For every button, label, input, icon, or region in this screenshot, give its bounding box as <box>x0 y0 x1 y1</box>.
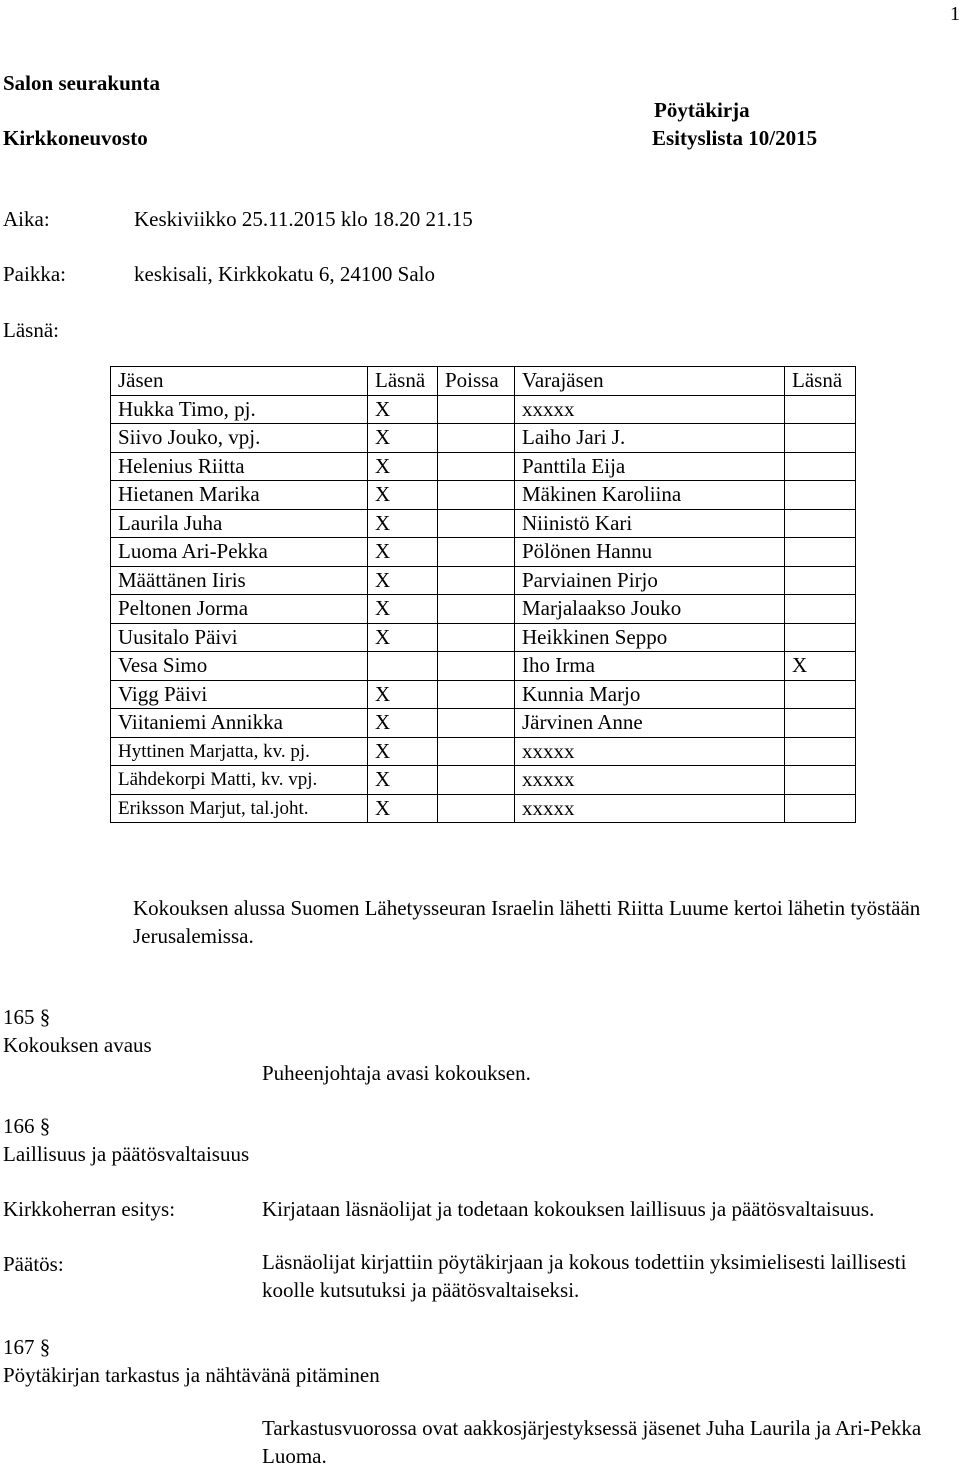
member-name: Uusitalo Päivi <box>111 623 368 652</box>
substitute-present <box>785 452 856 481</box>
substitute-name: Heikkinen Seppo <box>515 623 785 652</box>
member-present: X <box>368 623 438 652</box>
member-name: Viitaniemi Annikka <box>111 709 368 738</box>
substitute-present <box>785 766 856 795</box>
header-sub-present: Läsnä <box>785 367 856 396</box>
member-absent <box>438 481 515 510</box>
substitute-present: X <box>785 652 856 681</box>
substitute-present <box>785 566 856 595</box>
attendance-row <box>111 424 856 453</box>
member-absent <box>438 595 515 624</box>
document-type: Pöytäkirja <box>654 98 750 122</box>
section-165-title: Kokouksen avaus <box>3 1033 152 1057</box>
member-present: X <box>368 538 438 567</box>
time-label: Aika: <box>3 207 50 231</box>
member-name: Lähdekorpi Matti, kv. vpj. <box>111 766 368 795</box>
section-166-decision-text: Läsnäolijat kirjattiin pöytäkirjaan ja kokous todettiin yksimielisesti laillisesti koolle kutsutuksi ja päätösvaltaiseksi. <box>262 1250 907 1302</box>
member-absent <box>438 709 515 738</box>
member-present: X <box>368 737 438 766</box>
substitute-name: Iho Irma <box>515 652 785 681</box>
attendance-row <box>111 794 856 823</box>
page-number: 1 <box>950 3 960 25</box>
header-member: Jäsen <box>111 367 368 396</box>
member-name: Laurila Juha <box>111 509 368 538</box>
substitute-present <box>785 737 856 766</box>
present-label: Läsnä: <box>3 318 59 342</box>
section-166-decision-label: Päätös: <box>3 1252 64 1276</box>
section-165-text: Puheenjohtaja avasi kokouksen. <box>262 1061 531 1085</box>
member-present: X <box>368 481 438 510</box>
substitute-name: Mäkinen Karoliina <box>515 481 785 510</box>
member-absent <box>438 737 515 766</box>
substitute-name: Pölönen Hannu <box>515 538 785 567</box>
header-substitute: Varajäsen <box>515 367 785 396</box>
section-165-number: 165 § <box>3 1005 51 1029</box>
section-167-number: 167 § <box>3 1335 51 1359</box>
section-167-title: Pöytäkirjan tarkastus ja nähtävänä pitäminen <box>3 1363 380 1387</box>
member-name: Helenius Riitta <box>111 452 368 481</box>
attendance-row <box>111 623 856 652</box>
member-absent <box>438 680 515 709</box>
member-present <box>368 652 438 681</box>
substitute-name: xxxxx <box>515 737 785 766</box>
time-value: Keskiviikko 25.11.2015 klo 18.20 21.15 <box>134 207 473 231</box>
substitute-present <box>785 424 856 453</box>
substitute-name: Järvinen Anne <box>515 709 785 738</box>
substitute-name: Laiho Jari J. <box>515 424 785 453</box>
header-absent: Poissa <box>438 367 515 396</box>
substitute-present <box>785 709 856 738</box>
substitute-name: Marjalaakso Jouko <box>515 595 785 624</box>
substitute-present <box>785 595 856 624</box>
member-name: Peltonen Jorma <box>111 595 368 624</box>
member-name: Luoma Ari-Pekka <box>111 538 368 567</box>
member-present: X <box>368 680 438 709</box>
attendance-row <box>111 595 856 624</box>
member-name: Määttänen Iiris <box>111 566 368 595</box>
substitute-present <box>785 395 856 424</box>
substitute-present <box>785 509 856 538</box>
member-name: Eriksson Marjut, tal.joht. <box>111 794 368 823</box>
substitute-name: Niinistö Kari <box>515 509 785 538</box>
body-name: Kirkkoneuvosto <box>3 126 148 150</box>
substitute-name: Parviainen Pirjo <box>515 566 785 595</box>
member-present: X <box>368 595 438 624</box>
member-present: X <box>368 794 438 823</box>
substitute-present <box>785 680 856 709</box>
member-name: Siivo Jouko, vpj. <box>111 424 368 453</box>
member-absent <box>438 395 515 424</box>
member-absent <box>438 424 515 453</box>
member-present: X <box>368 452 438 481</box>
member-present: X <box>368 395 438 424</box>
header-present: Läsnä <box>368 367 438 396</box>
section-166-number: 166 § <box>3 1114 51 1138</box>
member-absent <box>438 766 515 795</box>
member-absent <box>438 794 515 823</box>
section-166-proposal-label: Kirkkoherran esitys: <box>3 1197 176 1221</box>
substitute-name: xxxxx <box>515 395 785 424</box>
member-absent <box>438 452 515 481</box>
attendance-row <box>111 566 856 595</box>
member-absent <box>438 538 515 567</box>
substitute-present <box>785 794 856 823</box>
organization-name: Salon seurakunta <box>3 71 160 95</box>
substitute-present <box>785 623 856 652</box>
member-present: X <box>368 424 438 453</box>
substitute-present <box>785 538 856 567</box>
attendance-row <box>111 481 856 510</box>
member-name: Hietanen Marika <box>111 481 368 510</box>
member-present: X <box>368 766 438 795</box>
attendance-row <box>111 709 856 738</box>
substitute-name: Kunnia Marjo <box>515 680 785 709</box>
attendance-row <box>111 395 856 424</box>
section-166-title: Laillisuus ja päätösvaltaisuus <box>3 1142 250 1166</box>
attendance-row <box>111 766 856 795</box>
member-name: Hyttinen Marjatta, kv. pj. <box>111 737 368 766</box>
member-absent <box>438 566 515 595</box>
member-name: Vesa Simo <box>111 652 368 681</box>
member-name: Hukka Timo, pj. <box>111 395 368 424</box>
substitute-name: xxxxx <box>515 794 785 823</box>
member-absent <box>438 652 515 681</box>
attendance-row <box>111 509 856 538</box>
attendance-header-row <box>111 367 856 396</box>
member-present: X <box>368 709 438 738</box>
member-present: X <box>368 566 438 595</box>
member-absent <box>438 623 515 652</box>
attendance-row <box>111 652 856 681</box>
attendance-table <box>110 366 856 823</box>
place-value: keskisali, Kirkkokatu 6, 24100 Salo <box>134 262 435 286</box>
place-label: Paikka: <box>3 262 66 286</box>
attendance-row <box>111 538 856 567</box>
member-present: X <box>368 509 438 538</box>
section-166-proposal-text: Kirjataan läsnäolijat ja todetaan kokouksen laillisuus ja päätösvaltaisuus. <box>262 1197 875 1221</box>
section-167-text: Tarkastusvuorossa ovat aakkosjärjestyksessä jäsenet Juha Laurila ja Ari-Pekka Luoma. <box>262 1416 922 1468</box>
attendance-row <box>111 452 856 481</box>
attendance-row <box>111 680 856 709</box>
document-id: Esityslista 10/2015 <box>652 126 818 150</box>
member-name: Vigg Päivi <box>111 680 368 709</box>
member-absent <box>438 509 515 538</box>
substitute-name: Panttila Eija <box>515 452 785 481</box>
intro-text: Kokouksen alussa Suomen Lähetysseuran Israelin lähetti Riitta Luume kertoi lähetin työstään Jerusalemissa. <box>133 896 921 948</box>
substitute-name: xxxxx <box>515 766 785 795</box>
attendance-row <box>111 737 856 766</box>
substitute-present <box>785 481 856 510</box>
